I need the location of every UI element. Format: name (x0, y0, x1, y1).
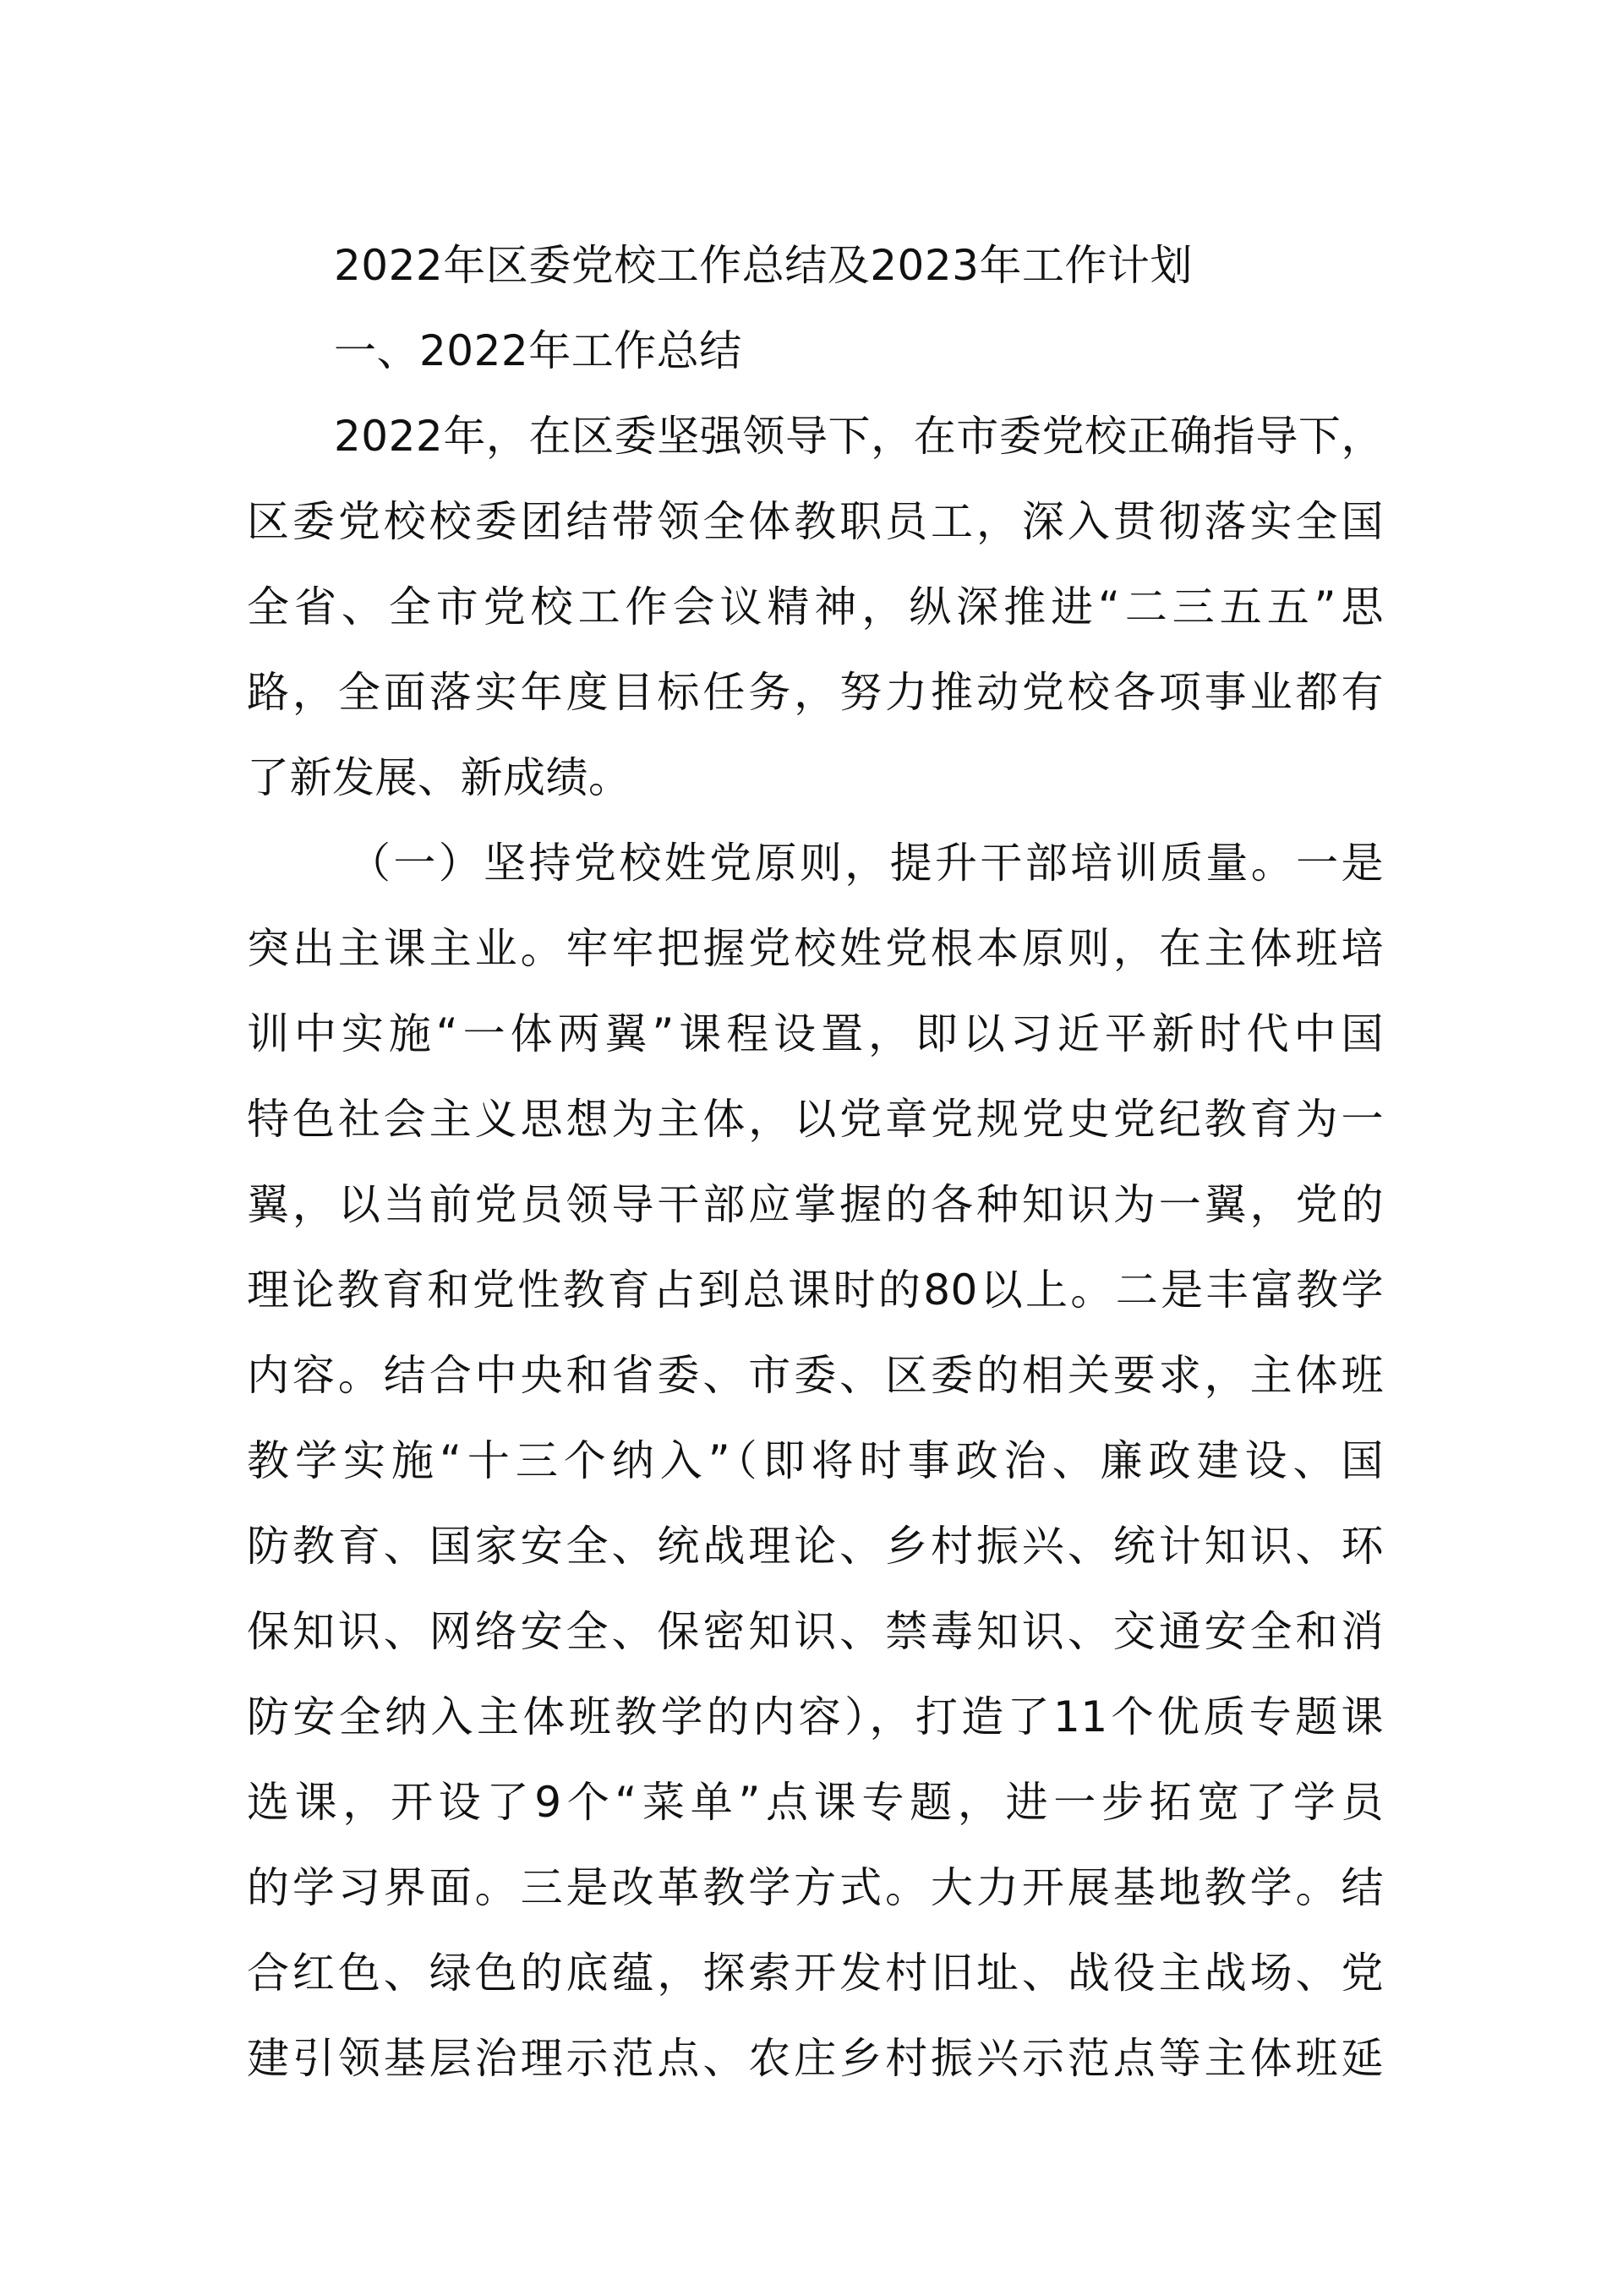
paragraph-line: 突出主课主业。牢牢把握党校姓党根本原则，在主体班培 (247, 924, 1384, 973)
paragraph-1 (247, 394, 1384, 821)
paragraph-line: 的学习界面。三是改革教学方式。大力开展基地教学。结 (247, 1863, 1384, 1912)
paragraph-line: 防安全纳入主体班教学的内容），打造了11个优质专题课 (247, 1692, 1384, 1741)
paragraph-line: 特色社会主义思想为主体，以党章党规党史党纪教育为一 (247, 1095, 1384, 1144)
section-heading: 一、2022年工作总结 (334, 326, 742, 375)
paragraph-line: 保知识、网络安全、保密知识、禁毒知识、交通安全和消 (247, 1607, 1384, 1656)
paragraph-line: （一）坚持党校姓党原则，提升干部培训质量。一是 (348, 839, 1384, 888)
paragraph-line: 路，全面落实年度目标任务，努力推动党校各项事业都有 (247, 668, 1384, 717)
paragraph-line: 了新发展、新成绩。 (247, 753, 631, 802)
paragraph-line: 训中实施“一体两翼”课程设置，即以习近平新时代中国 (247, 1009, 1384, 1058)
paragraph-line: 防教育、国家安全、统战理论、乡村振兴、统计知识、环 (247, 1522, 1384, 1571)
paragraph-line: 全省、全市党校工作会议精神，纵深推进“二三五五”思 (247, 582, 1384, 631)
paragraph-line: 翼，以当前党员领导干部应掌握的各种知识为一翼，党的 (247, 1180, 1384, 1229)
paragraph-line: 建引领基层治理示范点、农庄乡村振兴示范点等主体班延 (247, 2034, 1384, 2083)
document-title: 2022年区委党校工作总结及2023年工作计划 (334, 241, 1193, 290)
paragraph-line: 教学实施“十三个纳入”（即将时事政治、廉政建设、国 (247, 1436, 1384, 1485)
paragraph-line: 区委党校校委团结带领全体教职员工，深入贯彻落实全国 (247, 497, 1384, 546)
paragraph-line: 2022年，在区委坚强领导下，在市委党校正确指导下， (334, 412, 1384, 461)
paragraph-line: 合红色、绿色的底蕴，探索开发村旧址、战役主战场、党 (247, 1949, 1384, 1998)
paragraph-line: 内容。结合中央和省委、市委、区委的相关要求，主体班 (247, 1351, 1384, 1400)
paragraph-line: 理论教育和党性教育占到总课时的80以上。二是丰富教学 (247, 1266, 1384, 1315)
paragraph-2 (247, 821, 1384, 2102)
paragraph-line: 选课，开设了9个“菜单”点课专题，进一步拓宽了学员 (247, 1778, 1384, 1827)
document-body (247, 223, 1384, 2102)
